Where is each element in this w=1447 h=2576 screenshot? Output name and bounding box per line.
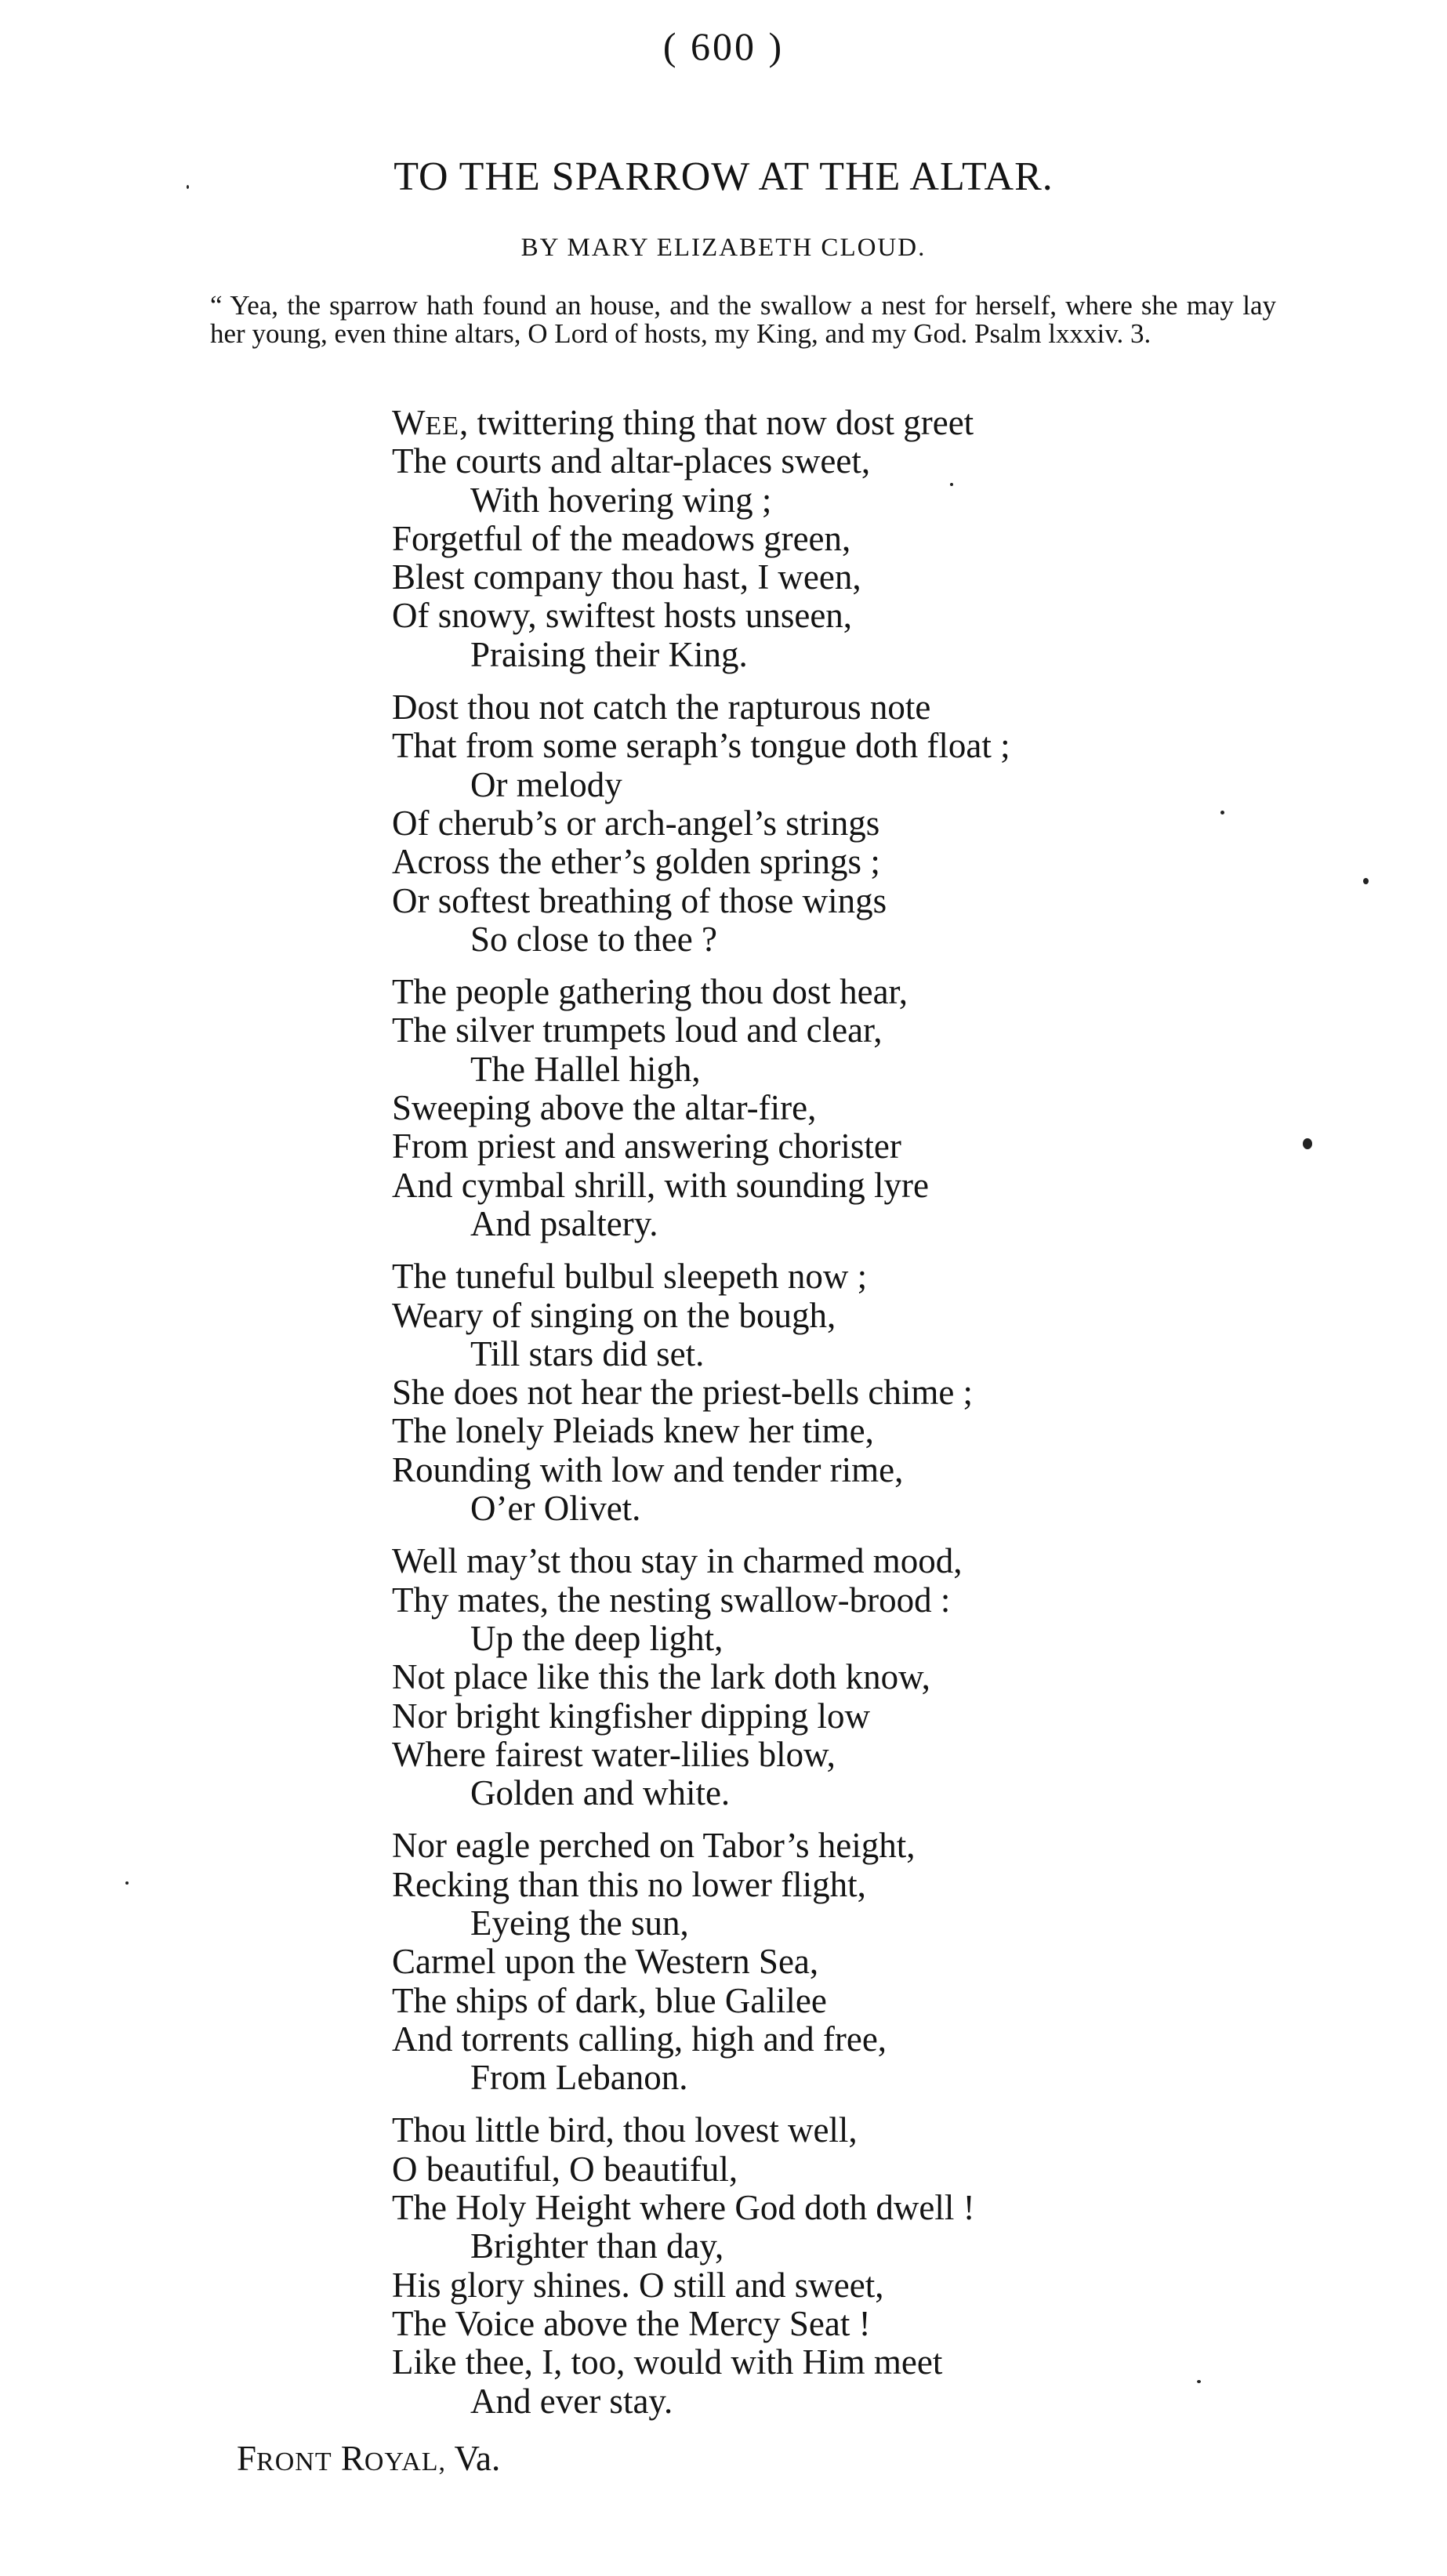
signoff-initial: R xyxy=(340,2439,364,2478)
poem-line: Praising their King. xyxy=(470,634,748,674)
first-word-initial: W xyxy=(392,403,426,442)
poem-line: Rounding with low and tender rime, xyxy=(392,1449,904,1489)
signoff-state: Va. xyxy=(454,2439,501,2478)
poem-body xyxy=(392,404,1372,2435)
poem-line: Up the deep light, xyxy=(470,1618,724,1658)
scan-speck xyxy=(1363,878,1369,884)
poem-line: The lonely Pleiads knew her time, xyxy=(392,1411,874,1451)
poem-line: The Holy Height where God doth dwell ! xyxy=(392,2188,975,2228)
poem-line: That from some seraph’s tongue doth float ; xyxy=(392,726,1010,766)
poem-line: Of snowy, swiftest hosts unseen, xyxy=(392,596,853,636)
poem-line: Dost thou not catch the rapturous note xyxy=(392,688,931,727)
poem-line: O beautiful, O beautiful, xyxy=(392,2149,738,2189)
poem-line: Thou little bird, thou lovest well, xyxy=(392,2110,858,2150)
poem-line: Of cherub’s or arch-angel’s strings xyxy=(392,803,880,843)
scan-speck xyxy=(950,483,953,486)
stanza xyxy=(392,1827,1372,2097)
signoff-rest: RONT xyxy=(256,2447,332,2476)
author-byline: BY MARY ELIZABETH CLOUD. xyxy=(520,234,927,262)
poem-line: And torrents calling, high and free, xyxy=(392,2019,887,2059)
scan-speck xyxy=(1220,811,1224,815)
poem-line: The people gathering thou dost hear, xyxy=(392,972,908,1012)
poem-line: Or softest breathing of those wings xyxy=(392,880,887,920)
poem-line xyxy=(392,404,1372,442)
poem-line: Forgetful of the meadows green, xyxy=(392,518,851,558)
poem-line: Golden and white. xyxy=(470,1773,731,1813)
poem-line: From priest and answering chorister xyxy=(392,1127,901,1166)
stanza xyxy=(392,973,1372,1243)
poem-line: Across the ether’s golden springs ; xyxy=(392,842,880,882)
poem-line: Eyeing the sun, xyxy=(470,1903,689,1943)
poem-line: The ships of dark, blue Galilee xyxy=(392,1980,827,2020)
poem-line: So close to thee ? xyxy=(470,919,717,959)
poem-line: O’er Olivet. xyxy=(470,1489,641,1529)
poem-line: Thy mates, the nesting swallow-brood : xyxy=(392,1580,951,1620)
poem-line: The courts and altar-places sweet, xyxy=(392,441,871,481)
poem-line: And psaltery. xyxy=(470,1203,658,1243)
poem-line: Nor eagle perched on Tabor’s height, xyxy=(392,1826,916,1866)
page-number: ( 600 ) xyxy=(662,24,785,68)
poem-line: The tuneful bulbul sleepeth now ; xyxy=(392,1257,868,1297)
poem-line: Or melody xyxy=(470,764,622,804)
epigraph: “ Yea, the sparrow hath found an house, and the swallow a nest for herself, where she may lay her young, even thine altars, O Lord of hosts, my King, and my God. Psalm lxxxiv. 3. xyxy=(210,290,1276,349)
stanza xyxy=(392,1257,1372,1528)
poem-line: Sweeping above the altar-fire, xyxy=(392,1088,817,1128)
stanza xyxy=(392,404,1372,674)
signoff-rest: OYAL, xyxy=(364,2447,447,2476)
poem-line: Nor bright kingfisher dipping low xyxy=(392,1696,870,1736)
poem-line: And ever stay. xyxy=(470,2381,673,2421)
scan-speck xyxy=(1303,1138,1312,1149)
first-line-text: , twittering thing that now dost greet xyxy=(459,403,974,442)
scan-speck xyxy=(125,1881,129,1885)
poem-line: Brighter than day, xyxy=(470,2226,724,2266)
first-word-rest: EE xyxy=(425,412,460,441)
scan-speck xyxy=(187,185,189,189)
poem-line: Weary of singing on the bough, xyxy=(392,1295,836,1335)
poem-line: His glory shines. O still and sweet, xyxy=(392,2265,884,2305)
poem-line: From Lebanon. xyxy=(470,2058,688,2098)
poem-line: The Hallel high, xyxy=(470,1049,701,1089)
poem-line: Where fairest water-lilies blow, xyxy=(392,1734,836,1774)
poem-line: Recking than this no lower flight, xyxy=(392,1864,866,1904)
signoff-initial: F xyxy=(237,2439,257,2478)
stanza xyxy=(392,1542,1372,1812)
poem-line: With hovering wing ; xyxy=(470,480,772,520)
poem-line: Not place like this the lark doth know, xyxy=(392,1657,930,1697)
stanza xyxy=(392,688,1372,959)
poem-line: Blest company thou hast, I ween, xyxy=(392,557,861,597)
poem-line: And cymbal shrill, with sounding lyre xyxy=(392,1165,929,1205)
scan-speck xyxy=(1197,2380,1201,2383)
poem-line: The silver trumpets loud and clear, xyxy=(392,1010,883,1050)
poem-line: She does not hear the priest-bells chime ; xyxy=(392,1373,974,1413)
place-signoff xyxy=(237,2438,500,2479)
poem-line: Carmel upon the Western Sea, xyxy=(392,1942,819,1982)
poem-line: Till stars did set. xyxy=(470,1333,705,1373)
poem-line: Like thee, I, too, would with Him meet xyxy=(392,2342,943,2382)
stanza xyxy=(392,2111,1372,2420)
poem-title: TO THE SPARROW AT THE ALTAR. xyxy=(393,154,1054,199)
poem-line: The Voice above the Mercy Seat ! xyxy=(392,2303,871,2343)
poem-line: Well may’st thou stay in charmed mood, xyxy=(392,1541,963,1581)
